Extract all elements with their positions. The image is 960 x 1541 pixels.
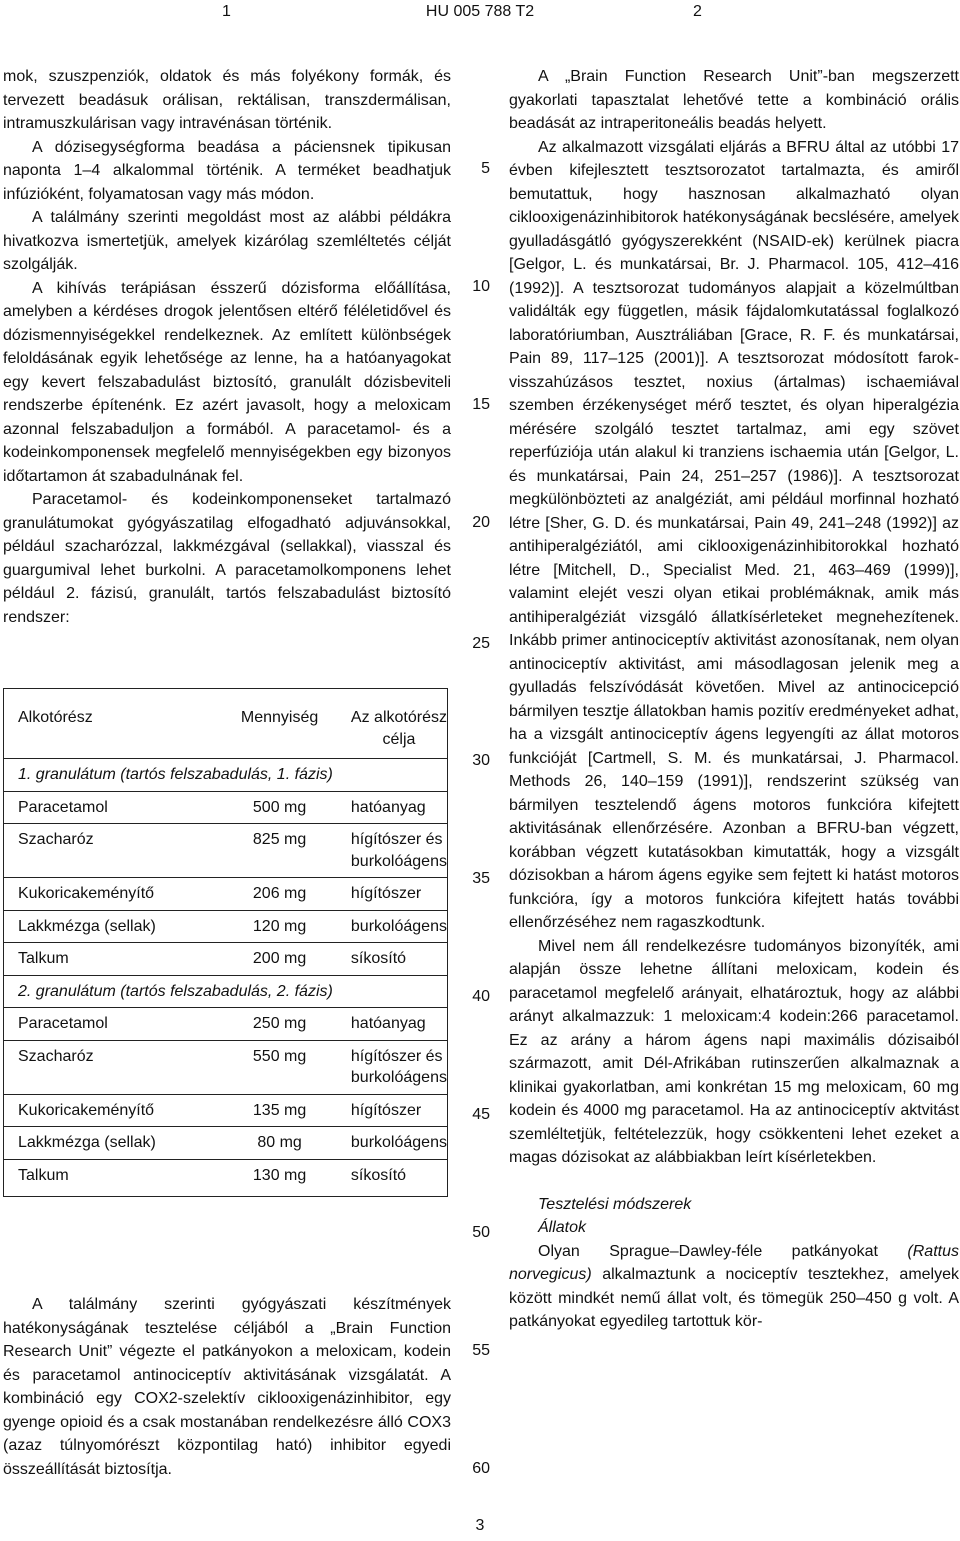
table-header: Alkotórész: [18, 709, 93, 726]
table-cell: Lakkmézga (sellak): [4, 910, 217, 943]
table-cell: Lakkmézga (sellak): [4, 1127, 217, 1160]
subsection-heading: [509, 1216, 959, 1240]
table-cell: Paracetamol: [4, 1008, 217, 1041]
species-name: (Rattus norvegicus): [509, 1242, 959, 1283]
composition-table: [3, 688, 448, 1197]
line-number: 15: [472, 396, 490, 413]
table-cell: 135 mg: [216, 1094, 343, 1127]
line-number: 55: [472, 1342, 490, 1359]
table-header: Az alkotórész célja: [350, 709, 447, 748]
table-cell: hígítószer: [343, 1094, 448, 1127]
table-cell: 130 mg: [216, 1159, 343, 1197]
paragraph: Paracetamol- és kodeinkomponenseket tartalmazó granulátumokat gyógyászatilag elfogadható adjuvánsokkal, például szacharózzal, lakkmézgával (sellakkal), viasszal és guargumival lehet burkolni. A paracetamolkomponens lehet például 2. fázisú, granulált, tartós felszabadulást biztosító rendszer:: [3, 491, 451, 626]
subsection-heading-text: Állatok: [538, 1219, 587, 1236]
paragraph: [509, 1240, 959, 1334]
table-section-title: 1. granulátum (tartós felszabadulás, 1. fázis): [4, 759, 448, 792]
table-row: [4, 1127, 448, 1160]
line-number: 20: [472, 514, 490, 531]
table-cell: síkosító: [343, 1159, 448, 1197]
table-row: [4, 1159, 448, 1197]
page-number-right: 2: [693, 3, 702, 20]
paragraph: Az alkalmazott vizsgálati eljárás a BFRU által az utóbbi 17 évben kifejlesztett tesztsorozatot tartalmazta, és amiről bemutattuk, hogy hasznosan alkalmazható olyan ciklooxigenázinhibitorok hatékonyságának becslésére, amelyek gyulladásgátló gyógyszerekként (NSAID-ek) kerülnek piacra [Gelgor, L. és munkatársai, Br. J. Pharmacol. 105, 412–416 (1992)]. A tesztsorozat tudományos alapjait a közelmúltban validálták egy független, másik fájdalomkutatással foglalkozó laboratóriumban, Ausztráliában [Grace, R. F. és munkatársai, Pain 89, 117–125 (2001)]. A tesztsorozat módosított farok-visszahúzásos tesztet, noxius (ártalmas) ischaemiával szemben érzékenységet mérő tesztet, és olyan hiperalgézia mérésére szolgáló tesztet tartalmaz, ami egy szövet reperfúziója után alakul ki tranziens ischaemia után [Gelgor, L. és munkatársai, Pain 24, 251–257 (1986)]. A tesztsorozat megkülönbözteti az analgéziát, ami például morfinnal hozható létre [Sher, G. D. és munkatársai, Pain 49, 241–248 (1992)] az antihiperalgéziától, ami ciklooxigenázinhibitorokkal hozható létre [Mitchell, D., Specialist Med. 21, 463–469 (1999)], valamint elejét veszi olyan etikai problémáknak, amik más antihiperalgéziát vizsgáló állatkísérleteket megnehezítenek. Inkább primer antinociceptív aktivitást azonosítanak, nem olyan antinociceptív aktivitást, ami másodlagosan jelenik meg a gyulladás felszívódását követően. Mivel az antinocicepció bármilyen tesztje állatokban hamis pozitív eredményeket adhat, ha a vizsgált antinociceptív ágens legyengíti az állat motoros funkcióját [Cartmell, S. M. és munkatársai, J. Pharmacol. Methods 26, 140–159 (1991)], rendszerint szükség van bármilyen tesztelendő ágens motoros funkcióra kifejtett aktivitásának ellenőrzésére. Azonban a BFRU-ban végzett, korábban végzett kutatásokban kimutatták, hogy a vizsgált dózisokban a három ágens egyike sem fejtett ki hatást motoros funkcióra, így a motoros funkcióra kifejtett hatás további ellenőrzéséhez nem ragaszkodtunk.: [509, 138, 960, 931]
table-cell: hígítószer: [343, 878, 448, 911]
section-heading: [509, 1193, 959, 1217]
line-number: 50: [472, 1224, 490, 1241]
right-column: [509, 65, 959, 1334]
paragraph-text: Olyan Sprague–Dawley-féle patkányokat: [538, 1242, 908, 1260]
table-cell: Kukoricakeményítő: [4, 878, 217, 911]
table-cell: hígítószer és burkolóágens: [343, 1040, 448, 1094]
table-header: Mennyiség: [240, 709, 319, 726]
table-row: [4, 878, 448, 911]
paragraph: A találmány szerinti gyógyászati készítmények hatékonyságának tesztelése céljából a „Brain Function Research Unit” végezte el patkányokon a meloxicam, kodein és paracetamol antinociceptív aktivitásának vizsgálatát. A kombináció egy COX2-szelektív ciklooxigenázinhibitor, egy gyenge opioid és a csak mostanában rendelkezésre álló COX3 (azaz túlnyomórészt központilag ható) inhibitor egyedi összeállítását biztosítja.: [3, 1296, 451, 1478]
paragraph: A „Brain Function Research Unit”-ban megszerzett gyakorlati tapasztalat lehetővé tette a kombináció orális beadását az intraperitoneális beadás helyett.: [509, 68, 959, 132]
section-heading-text: Tesztelési módszerek: [538, 1195, 692, 1213]
table-row: [4, 791, 448, 824]
table-row: [4, 1040, 448, 1094]
line-number: 45: [472, 1106, 490, 1123]
paragraph: mok, szuszpenziók, oldatok és más folyékony formák, és tervezett beadásuk orálisan, rektálisan, transzdermálisan, intramuszkulárisan vagy intravénásan történik.: [3, 68, 451, 132]
document-id: HU 005 788 T2: [425, 3, 535, 20]
table-cell: hígítószer és burkolóágens: [343, 824, 448, 878]
table-cell: 206 mg: [216, 878, 343, 911]
line-number: 10: [472, 278, 490, 295]
table-cell: Talkum: [4, 943, 217, 976]
line-number: 5: [481, 160, 490, 177]
table-cell: hatóanyag: [343, 1008, 448, 1041]
left-column-continued: [3, 1293, 451, 1481]
table-cell: Szacharóz: [4, 1040, 217, 1094]
table-row: [4, 910, 448, 943]
page-number-bottom: 3: [475, 1517, 485, 1534]
table-cell: burkolóágens: [343, 910, 448, 943]
page-number-left: 1: [222, 3, 231, 20]
table-cell: Paracetamol: [4, 791, 217, 824]
table-section-row: [4, 759, 448, 792]
table-section-row: [4, 975, 448, 1008]
table-cell: hatóanyag: [343, 791, 448, 824]
table-cell: 200 mg: [216, 943, 343, 976]
table-header-row: [4, 689, 448, 759]
table-cell: 250 mg: [216, 1008, 343, 1041]
paragraph-text: alkalmaztunk a nociceptív tesztekhez, amelyek között mindkét nemű állat volt, és tömegük 250–450 g volt. A patkányokat egyedileg tartottuk kör-: [509, 1266, 959, 1330]
table-cell: 500 mg: [216, 791, 343, 824]
table-row: [4, 1094, 448, 1127]
left-column: [3, 65, 451, 629]
table-section-title: 2. granulátum (tartós felszabadulás, 2. fázis): [4, 975, 448, 1008]
line-number: 60: [472, 1460, 490, 1477]
table-cell: 825 mg: [216, 824, 343, 878]
table-cell: 550 mg: [216, 1040, 343, 1094]
table-row: [4, 1008, 448, 1041]
table-cell: 80 mg: [216, 1127, 343, 1160]
table-cell: síkosító: [343, 943, 448, 976]
line-number: 35: [472, 870, 490, 887]
table-row: [4, 824, 448, 878]
paragraph: A találmány szerinti megoldást most az alábbi példákra hivatkozva ismertetjük, amelyek kizárólag szemléltetés célját szolgálják.: [3, 209, 451, 273]
table-cell: Kukoricakeményítő: [4, 1094, 217, 1127]
line-number: 25: [472, 635, 490, 652]
table-cell: burkolóágens: [343, 1127, 448, 1160]
paragraph: A kihívás terápiásan ésszerű dózisforma előállítása, amelyben a kérdéses drogok jelentősen eltérő féléletidővel és dózismennyiségekkel rendelkeznek. Az említett különbségek feloldásának egyik lehetősége az lenne, ha a hatóanyagokat egy kevert felszabadulást biztosító, granulált dózisbeviteli rendszerbe építenénk. Ez azért javasolt, hogy a meloxicam azonnal felszabaduljon a formából. A paracetamol- és a kodeinkomponensek megfelelő mennyiségekben egy bizonyos időtartamon át szabadulnának fel.: [3, 279, 451, 485]
table-cell: Talkum: [4, 1159, 217, 1197]
line-number: 30: [472, 752, 490, 769]
table-row: [4, 943, 448, 976]
table-cell: Szacharóz: [4, 824, 217, 878]
paragraph: Mivel nem áll rendelkezésre tudományos bizonyíték, ami alapján össze lehetne állítani meloxicam, kodein és paracetamol megfelelő arányait, elhatároztuk, hogy az alábbi arányt alkalmazzuk: 1 meloxicam:4 kodein:266 paracetamol. Ez az arány a három ágens napi maximális dózisaiból származott, amit Dél-Afrikában rutinszerűen alkalmaznak a klinikai gyakorlatban, ami konkrétan 15 mg meloxicam, 60 mg kodein és 4000 mg paracetamol. Ha az antinociceptív aktvitást szemléltetjük, feltételezzük, hogy csökkenteni lehet ezeket a magas dózisokat az alábbiakban leírt kísérletekben.: [509, 937, 959, 1166]
table-cell: 120 mg: [216, 910, 343, 943]
paragraph: A dózisegységforma beadása a páciensnek tipikusan naponta 1–4 alkalommal történik. A terméket beadhatjuk infúzióként, folyamatosan vagy más módon.: [3, 138, 451, 203]
line-number: 40: [472, 988, 490, 1005]
